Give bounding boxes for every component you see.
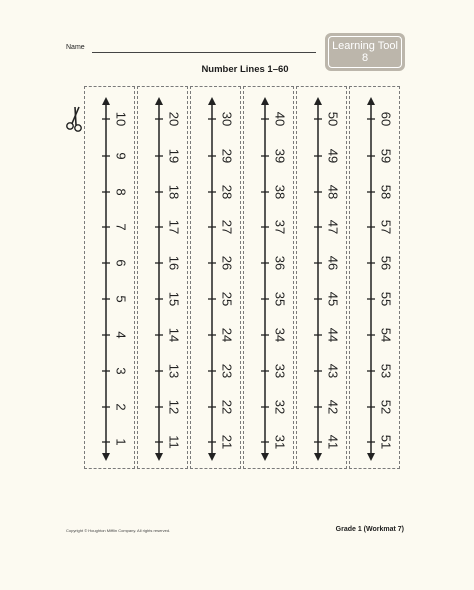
- tick-label: 33: [272, 363, 288, 379]
- tick-label: 52: [378, 399, 394, 415]
- tick-label: 58: [378, 184, 394, 200]
- arrow-up-icon: [367, 97, 375, 105]
- number-line-strip: [243, 86, 294, 469]
- tick-label: 19: [166, 148, 182, 164]
- tick-label: 53: [378, 363, 394, 379]
- grade-label: Grade 1 (Workmat 7): [335, 526, 404, 533]
- tick-label: 43: [325, 363, 341, 379]
- tick-label: 8: [113, 188, 129, 196]
- tick-label: 23: [219, 363, 235, 379]
- tick-label: 24: [219, 327, 235, 343]
- arrow-down-icon: [102, 453, 110, 461]
- tick-label: 56: [378, 255, 394, 271]
- tick-label: 54: [378, 327, 394, 343]
- arrow-up-icon: [208, 97, 216, 105]
- badge-number: 8: [361, 52, 369, 64]
- tick-label: 10: [113, 111, 129, 127]
- arrow-down-icon: [367, 453, 375, 461]
- badge-title: Learning Tool: [332, 40, 398, 52]
- tick-label: 12: [166, 399, 182, 415]
- number-line-strip: [137, 86, 188, 469]
- arrow-down-icon: [155, 453, 163, 461]
- tick-label: 35: [272, 291, 288, 307]
- tick-label: 4: [113, 331, 129, 339]
- tick-label: 31: [272, 434, 288, 450]
- name-label: Name: [66, 44, 85, 51]
- tick-label: 20: [166, 111, 182, 127]
- arrow-up-icon: [314, 97, 322, 105]
- number-line: [244, 87, 295, 470]
- tick-label: 59: [378, 148, 394, 164]
- tick-label: 47: [325, 219, 341, 235]
- tick-label: 21: [219, 434, 235, 450]
- number-line: [350, 87, 401, 470]
- tick-label: 1: [113, 438, 129, 446]
- tick-label: 11: [166, 435, 182, 449]
- number-line: [85, 87, 136, 470]
- tick-label: 44: [325, 327, 341, 343]
- tick-label: 22: [219, 399, 235, 415]
- tick-label: 55: [378, 291, 394, 307]
- tick-label: 57: [378, 219, 394, 235]
- tick-label: 9: [113, 152, 129, 160]
- scissors-icon: [64, 104, 86, 134]
- arrow-up-icon: [155, 97, 163, 105]
- tick-label: 40: [272, 111, 288, 127]
- arrow-up-icon: [261, 97, 269, 105]
- tick-label: 51: [378, 434, 394, 450]
- tick-label: 15: [166, 291, 182, 307]
- tick-label: 30: [219, 111, 235, 127]
- tick-label: 7: [113, 223, 129, 231]
- name-line[interactable]: [92, 52, 316, 53]
- tick-label: 17: [166, 219, 182, 235]
- tick-label: 36: [272, 255, 288, 271]
- tick-label: 34: [272, 327, 288, 343]
- number-line-strip: [84, 86, 135, 469]
- tick-label: 29: [219, 148, 235, 164]
- tick-label: 38: [272, 184, 288, 200]
- tick-label: 6: [113, 259, 129, 267]
- tick-label: 27: [219, 219, 235, 235]
- tick-label: 49: [325, 148, 341, 164]
- tick-label: 39: [272, 148, 288, 164]
- tick-label: 18: [166, 184, 182, 200]
- tick-label: 50: [325, 111, 341, 127]
- page-title: Number Lines 1–60: [201, 64, 289, 75]
- arrow-down-icon: [314, 453, 322, 461]
- tick-label: 14: [166, 327, 182, 343]
- tick-label: 28: [219, 184, 235, 200]
- tick-label: 13: [166, 363, 182, 379]
- tick-label: 48: [325, 184, 341, 200]
- tick-label: 42: [325, 399, 341, 415]
- tick-label: 26: [219, 255, 235, 271]
- number-line-strip: [296, 86, 347, 469]
- arrow-up-icon: [102, 97, 110, 105]
- tick-label: 3: [113, 367, 129, 375]
- tick-label: 41: [325, 434, 341, 450]
- number-line-strip: [190, 86, 241, 469]
- arrow-down-icon: [261, 453, 269, 461]
- tick-label: 16: [166, 255, 182, 271]
- tick-label: 5: [113, 295, 129, 303]
- number-line: [297, 87, 348, 470]
- tick-label: 37: [272, 219, 288, 235]
- tick-label: 60: [378, 111, 394, 127]
- tick-label: 45: [325, 291, 341, 307]
- number-line: [138, 87, 189, 470]
- tick-label: 25: [219, 291, 235, 307]
- number-line: [191, 87, 242, 470]
- tick-label: 2: [113, 403, 129, 411]
- arrow-down-icon: [208, 453, 216, 461]
- copyright-text: Copyright © Houghton Mifflin Company. All rights reserved.: [66, 528, 171, 533]
- tick-label: 32: [272, 399, 288, 415]
- number-line-strip: [349, 86, 400, 469]
- tick-label: 46: [325, 255, 341, 271]
